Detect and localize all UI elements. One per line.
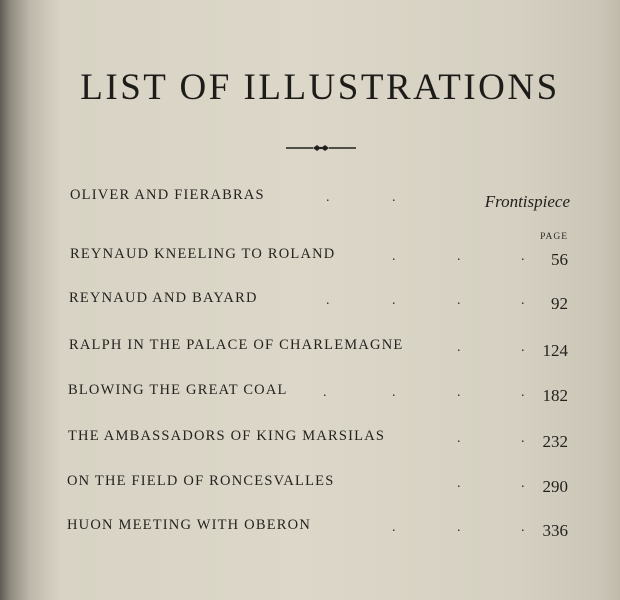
leader-dot: . [392, 385, 396, 400]
leader-dot: . [323, 385, 327, 400]
illustration-title: THE AMBASSADORS OF KING MARSILAS [68, 428, 386, 444]
illustration-title: RALPH IN THE PALACE OF CHARLEMAGNE [69, 337, 404, 353]
illustration-title: OLIVER AND FIERABRAS [70, 187, 265, 203]
list-item [0, 427, 620, 451]
page-title: LIST OF ILLUSTRATIONS [80, 67, 560, 108]
leader-dot: . [326, 293, 330, 308]
leader-dot: . [457, 431, 461, 446]
list-item [0, 472, 620, 496]
leader-dot: . [521, 520, 525, 535]
illustration-title: ON THE FIELD OF RONCESVALLES [67, 473, 335, 489]
page-number: 124 [542, 341, 568, 360]
list-item [0, 245, 620, 269]
leader-dot: . [326, 190, 330, 205]
leader-dot: . [521, 249, 525, 264]
page-column-label: PAGE [540, 232, 568, 242]
page-number: 232 [542, 432, 568, 451]
leader-dot: . [521, 476, 525, 491]
page-number: 92 [551, 294, 568, 313]
leader-dot: . [392, 293, 396, 308]
frontispiece-label: Frontispiece [484, 192, 570, 211]
page-number: 56 [551, 250, 568, 269]
page-number: 336 [542, 521, 568, 540]
leader-dot: . [457, 476, 461, 491]
leader-dot: . [521, 431, 525, 446]
leader-dot: . [392, 520, 396, 535]
leader-dot: . [457, 385, 461, 400]
leader-dot: . [392, 190, 396, 205]
illustration-title: REYNAUD AND BAYARD [69, 290, 258, 306]
leader-dot: . [521, 293, 525, 308]
leader-dot: . [457, 249, 461, 264]
illustration-title: BLOWING THE GREAT COAL [68, 382, 288, 398]
leader-dot: . [521, 385, 525, 400]
fleuron-rule-icon [286, 142, 356, 154]
leader-dot: . [521, 340, 525, 355]
list-item [0, 381, 620, 405]
leader-dot: . [457, 520, 461, 535]
leader-dot: . [457, 340, 461, 355]
list-item [0, 516, 620, 540]
list-item [0, 336, 620, 360]
illustration-title: REYNAUD KNEELING TO ROLAND [70, 246, 336, 262]
illustration-title: HUON MEETING WITH OBERON [67, 517, 311, 533]
page-number: 182 [542, 386, 568, 405]
page-number: 290 [542, 477, 568, 496]
leader-dot: . [392, 249, 396, 264]
leader-dot: . [457, 293, 461, 308]
list-item [0, 289, 620, 313]
